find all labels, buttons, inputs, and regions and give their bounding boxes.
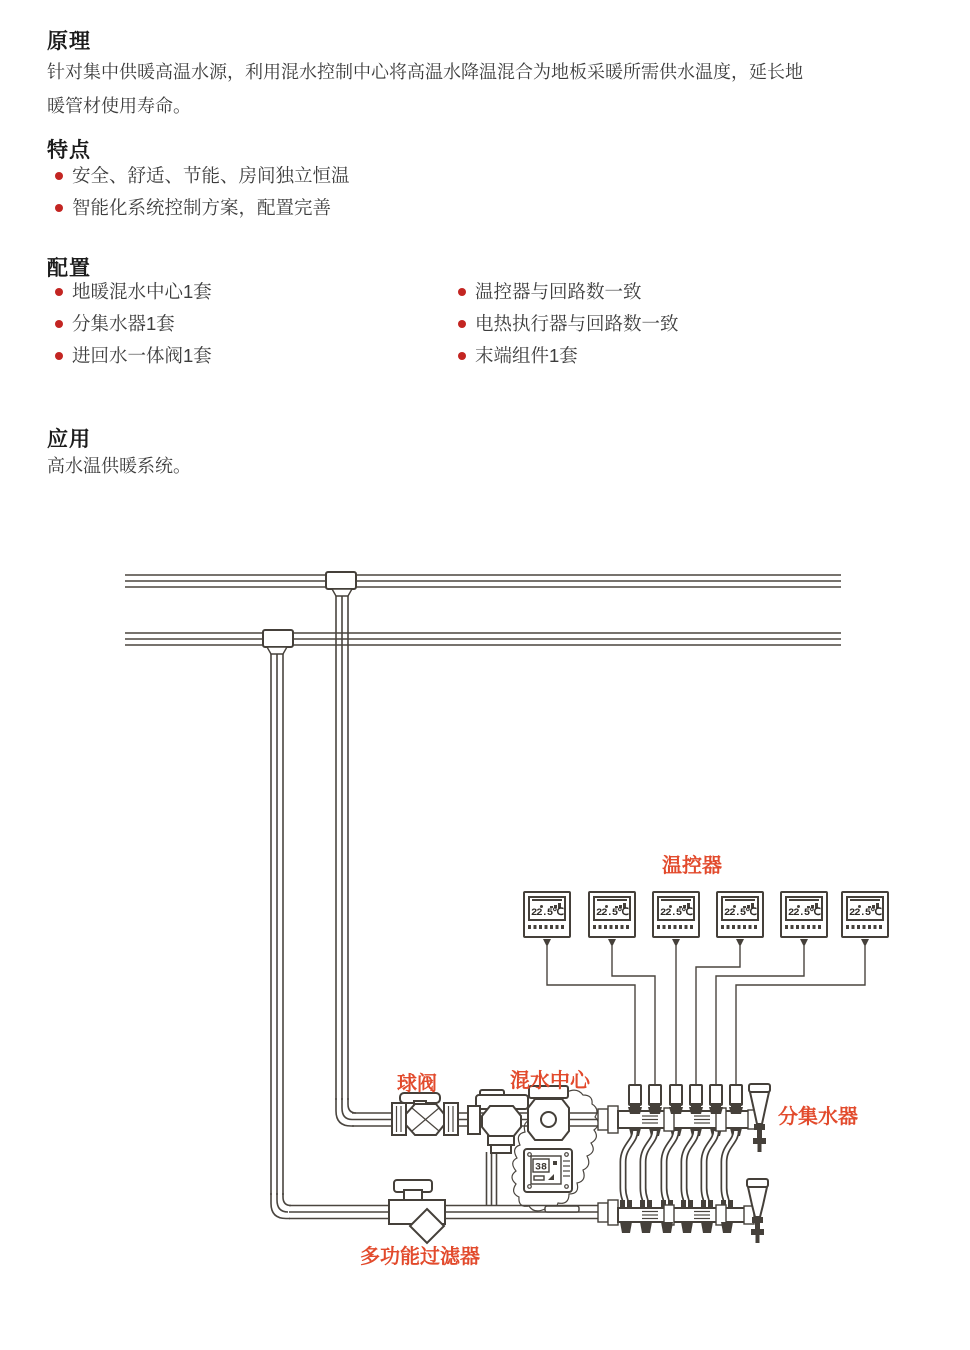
thermostat-reading: 22.5℃: [724, 907, 756, 919]
thermostat: [841, 891, 889, 938]
thermostat-display: [528, 896, 566, 921]
thermostat-display: [721, 896, 759, 921]
thermostat-display: [657, 896, 695, 921]
list-item-label: 分集水器1套: [72, 313, 175, 334]
thermostat-buttons: [593, 925, 631, 929]
pump-icon: [528, 1086, 569, 1140]
thermostat-reading: 22.5℃: [788, 907, 820, 919]
thermostat-buttons: [846, 925, 884, 929]
thermostat-buttons: [528, 925, 566, 929]
list-item-label: 末端组件1套: [475, 345, 578, 366]
thermostat: [652, 891, 700, 938]
list-item-label: 进回水一体阀1套: [72, 345, 212, 366]
thermostat-display: [593, 896, 631, 921]
list-item-label: 地暖混水中心1套: [72, 281, 212, 302]
thermostat: [523, 891, 571, 938]
thermostat-display: [785, 896, 823, 921]
ball-valve-icon: [392, 1093, 458, 1135]
actuator: [709, 1085, 723, 1114]
thermostat-display: [846, 896, 884, 921]
filter-label: 多功能过滤器: [360, 1246, 480, 1268]
mixing-center-label: 混水中心: [510, 1070, 590, 1092]
thermostat-buttons: [657, 925, 695, 929]
controller-display: 38: [534, 1162, 548, 1174]
list-item-label: 温控器与回路数一致: [475, 281, 642, 302]
return-manifold: [598, 1200, 754, 1233]
application-body: 高水温供暖系统。: [47, 456, 191, 476]
actuator: [669, 1085, 683, 1114]
actuator: [648, 1085, 662, 1114]
principle-body: 针对集中供暖高温水源，利用混水控制中心将高温水降温混合为地板采暖所需供水温度，延长地暖管材使用寿命。: [47, 62, 803, 116]
thermostat-wires: [543, 939, 869, 1086]
elbow-supply: [336, 1098, 356, 1126]
riser-pipe-supply: [336, 596, 348, 1100]
thermostat-reading: 22.5℃: [531, 907, 563, 919]
actuator: [628, 1085, 642, 1114]
thermostat-buttons: [721, 925, 759, 929]
filter-icon: [389, 1180, 445, 1243]
thermostat: [716, 891, 764, 938]
thermostat-reading: 22.5℃: [660, 907, 692, 919]
thermostat-reading: 22.5℃: [596, 907, 628, 919]
actuator: [729, 1085, 743, 1114]
tee-fitting: [326, 572, 356, 596]
riser-pipe-return: [271, 654, 283, 1195]
list-item-label: 安全、舒适、节能、房间独立恒温: [72, 165, 350, 186]
application-heading: 应用: [47, 428, 91, 451]
thermostat-buttons: [785, 925, 823, 929]
principle-heading: 原理: [47, 30, 91, 53]
features-heading: 特点: [47, 139, 91, 162]
manifold-loops: [623, 1128, 742, 1205]
actuator: [689, 1085, 703, 1114]
thermostat-reading: 22.5℃: [849, 907, 881, 919]
list-item-label: 智能化系统控制方案，配置完善: [72, 197, 332, 218]
list-item-label: 电热执行器与回路数一致: [475, 313, 679, 334]
main-supply-pipe: [125, 575, 841, 587]
thermostat-label: 温控器: [662, 855, 722, 877]
tee-fitting: [263, 630, 293, 654]
thermostat: [780, 891, 828, 938]
thermostat: [588, 891, 636, 938]
configuration-heading: 配置: [47, 257, 91, 280]
main-return-pipe: [125, 633, 841, 645]
ball-valve-label: 球阀: [397, 1073, 437, 1095]
bypass-pipe: [487, 1152, 497, 1206]
manifold-label: 分集水器: [778, 1106, 858, 1128]
controller-icon: [524, 1149, 572, 1192]
elbow-return: [271, 1193, 291, 1219]
